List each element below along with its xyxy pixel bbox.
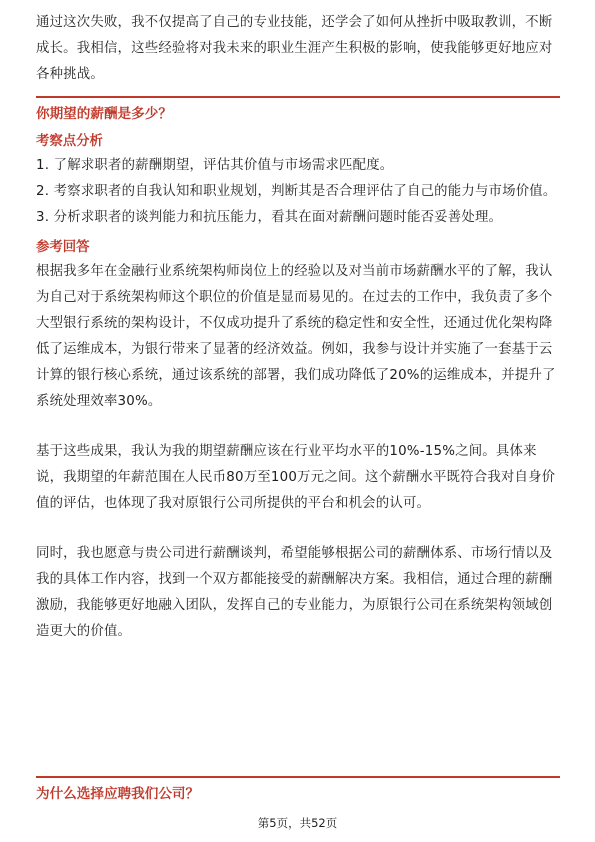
analysis-heading: 考察点分析 — [36, 134, 103, 149]
analysis-point: 2. 考察求职者的自我认知和职业规划，判断其是否合理评估了自己的能力与市场价值。 — [36, 184, 557, 199]
paragraph-spacer — [36, 415, 560, 439]
answer-paragraph: 根据我多年在金融行业系统架构师岗位上的经验以及对当前市场薪酬水平的了解，我认为自己对于系统架构师这个职位的价值是显而易见的。在过去的工作中，我负责了多个大型银行系统的架构设计，不仅成功提升了系统的稳定性和安全性，还通过优化架构降低了运维成本，为银行带来了显著的经济效益。例如，我参与设计并实施了一套基于云计算的银行核心系统，通过该系统的部署，我们成功降低了20%的运维成本，并提升了系统处理效率30%。 — [36, 264, 556, 409]
page-footer: 第5页，共52页 — [257, 816, 338, 830]
analysis-point: 3. 分析求职者的谈判能力和抗压能力，看其在面对薪酬问题时能否妥善处理。 — [36, 210, 503, 225]
next-question-heading: 为什么选择应聘我们公司？ — [36, 776, 560, 809]
analysis-point: 1. 了解求职者的薪酬期望，评估其价值与市场需求匹配度。 — [36, 158, 394, 173]
question-heading: 你期望的薪酬是多少？ — [36, 96, 560, 129]
answer-paragraph: 同时，我也愿意与贵公司进行薪酬谈判，希望能够根据公司的薪酬体系、市场行情以及我的具体工作内容，找到一个双方都能接受的薪酬解决方案。我相信，通过合理的薪酬激励，我能够更好地融入团队，发挥自己的专业能力，为原银行公司在系统架构领域创造更大的价值。 — [36, 546, 553, 639]
next-question-block — [36, 776, 560, 809]
answer-paragraph: 基于这些成果，我认为我的期望薪酬应该在行业平均水平的10%-15%之间。具体来说，我期望的年薪范围在人民币80万至100万元之间。这个薪酬水平既符合我对自身价值的评估，也体现了我对原银行公司所提供的平台和机会的认可。 — [36, 444, 556, 511]
answer-heading: 参考回答 — [36, 240, 90, 255]
question-block — [36, 96, 560, 645]
page-content — [36, 10, 560, 645]
intro-paragraph: 通过这次失败，我不仅提高了自己的专业技能，还学会了如何从挫折中吸取教训，不断成长。我相信，这些经验将对我未来的职业生涯产生积极的影响，使我能够更好地应对各种挑战。 — [36, 15, 553, 82]
paragraph-spacer — [36, 517, 560, 541]
